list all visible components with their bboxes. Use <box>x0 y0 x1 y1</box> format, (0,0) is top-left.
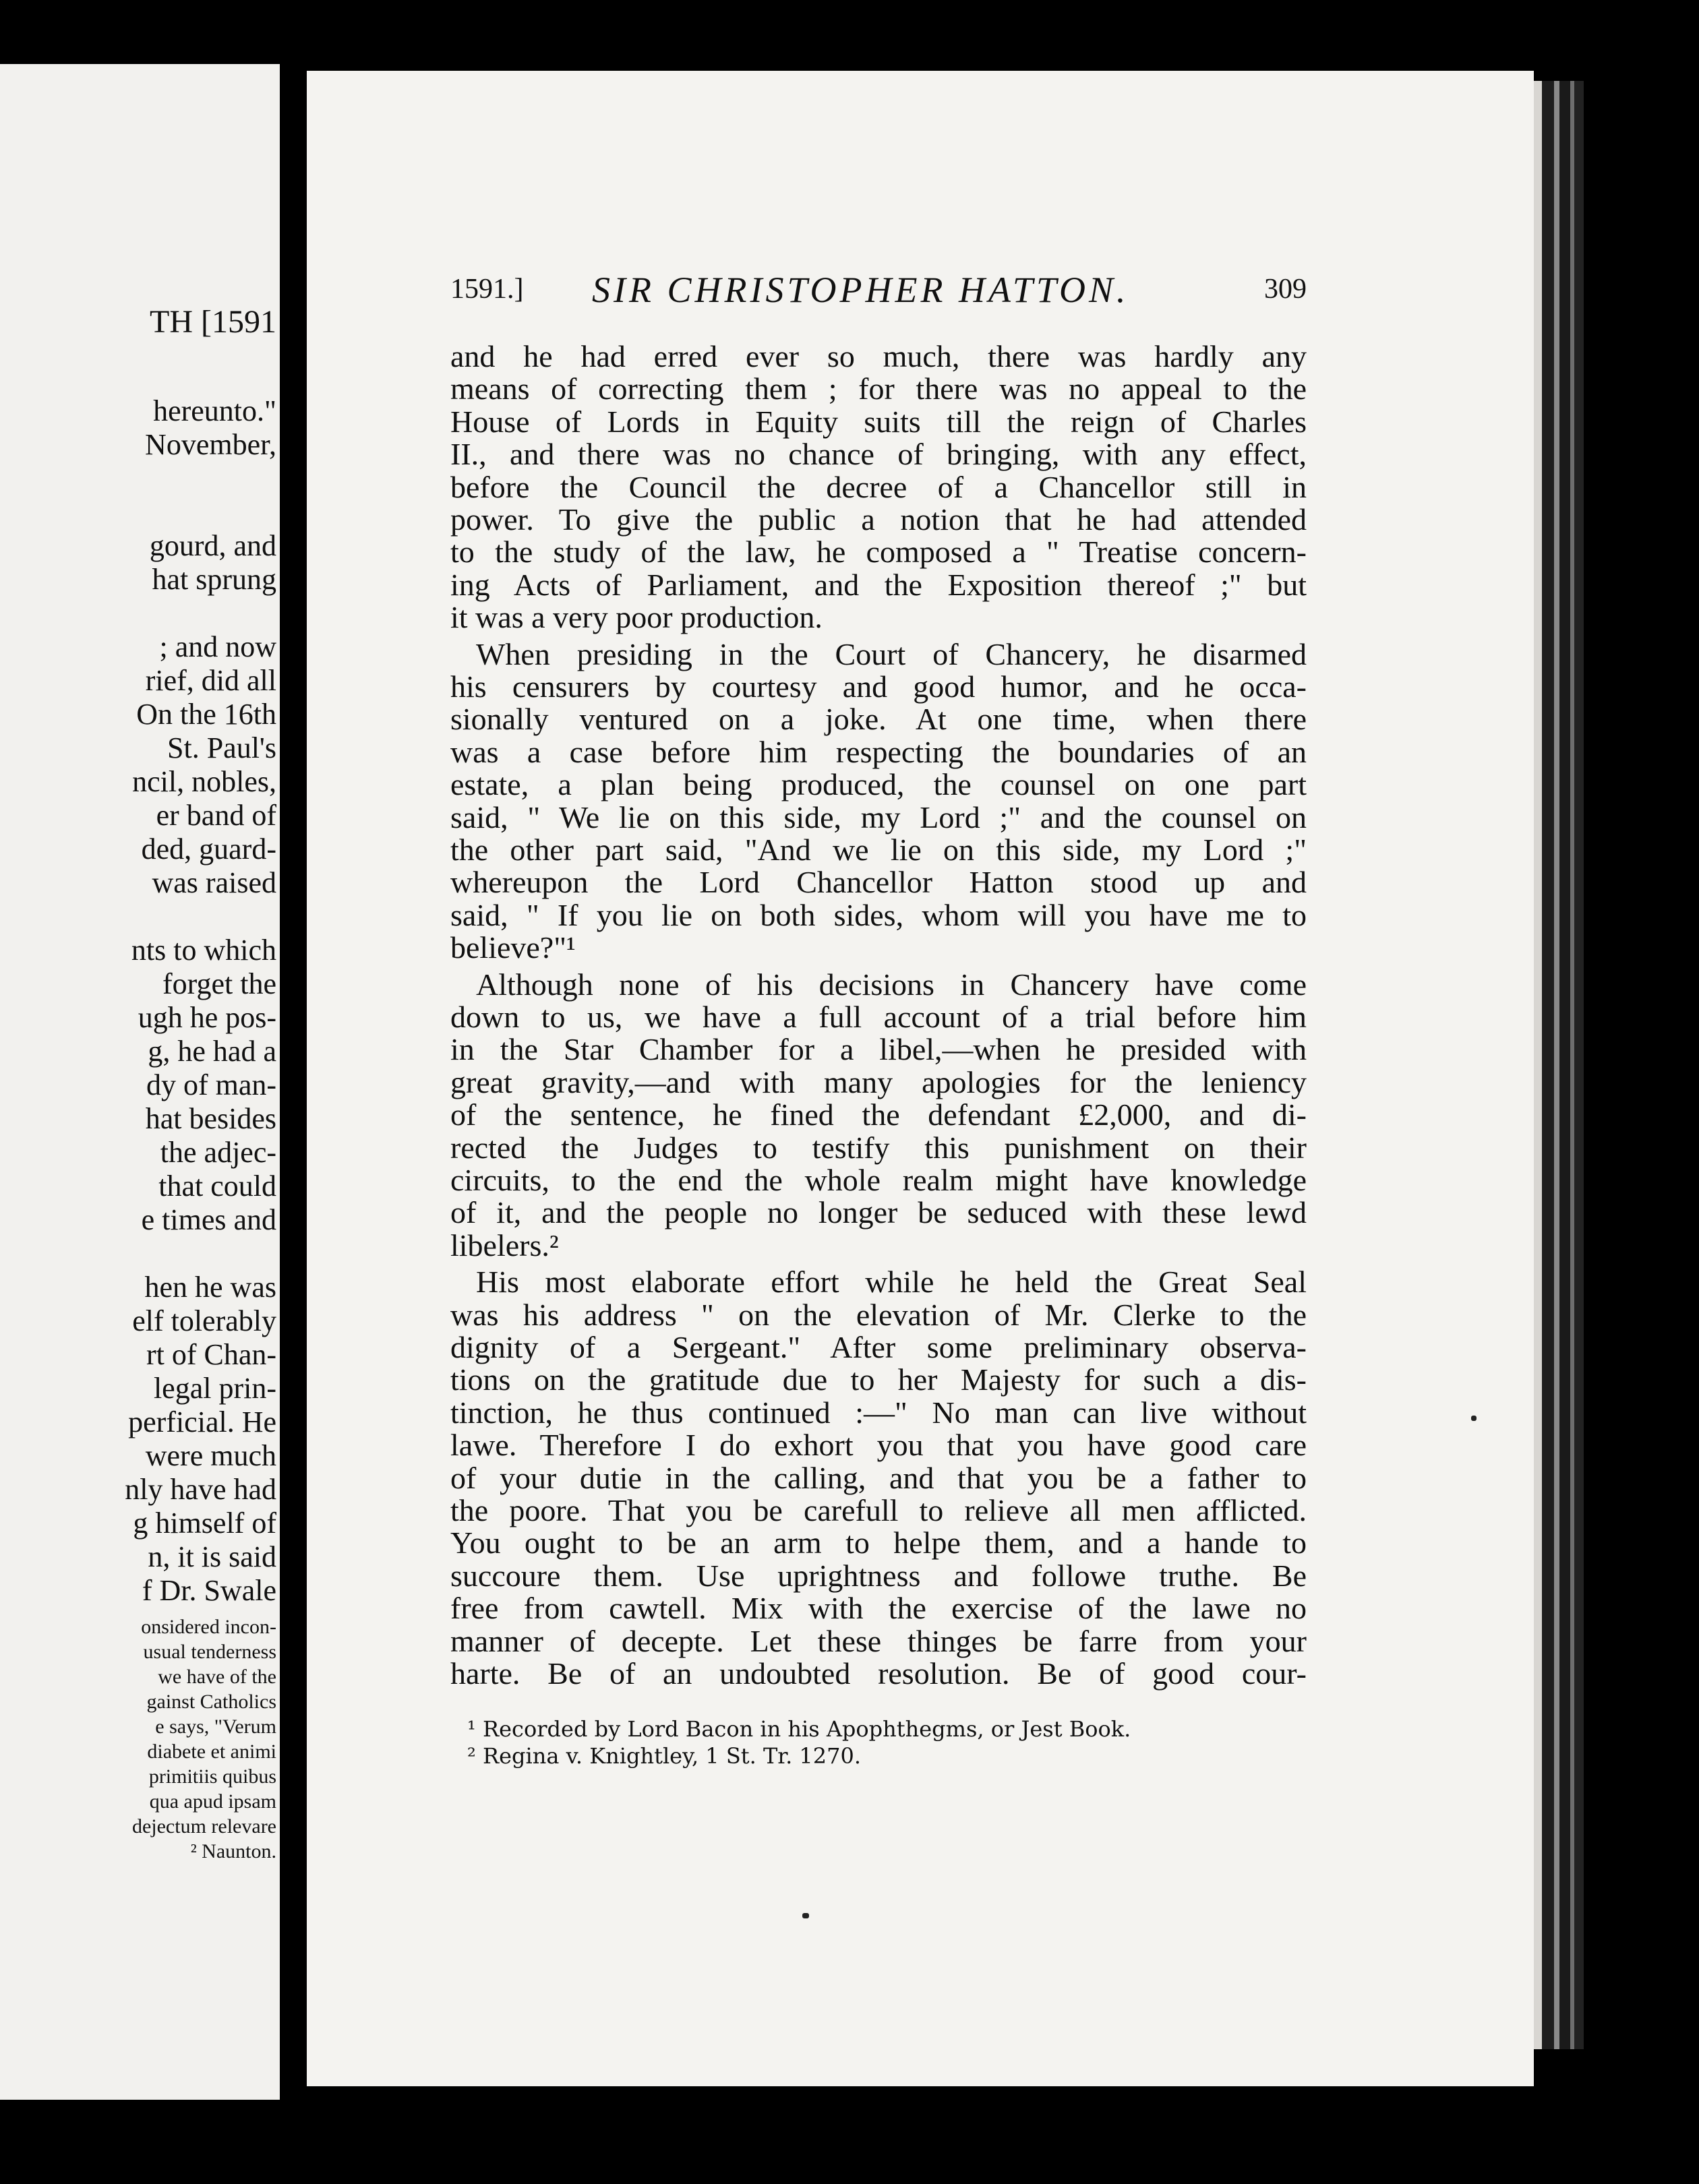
text-line: before the Council the decree of a Chancellor still in <box>450 469 1307 504</box>
left-text-line: St. Paul's <box>167 731 276 764</box>
page-number: 309 <box>1264 274 1307 305</box>
running-header <box>450 270 1307 320</box>
left-text-line: that could <box>158 1170 276 1203</box>
left-footnote-line: dejectum relevare <box>131 1815 276 1838</box>
text-line: the poore. That you be carefull to relieve all men afflicted. <box>450 1493 1307 1527</box>
left-text-line: legal prin- <box>153 1372 276 1405</box>
left-text-line: perficial. He <box>128 1405 276 1438</box>
left-text-line: g, he had a <box>148 1035 276 1068</box>
page-edge <box>1574 81 1584 2049</box>
text-line: When presiding in the Court of Chancery, he disarmed <box>476 636 1307 671</box>
left-text-line: was raised <box>152 866 276 899</box>
left-text-line: ded, guard- <box>141 832 276 866</box>
text-line: great gravity,—and with many apologies for the leniency <box>450 1064 1307 1099</box>
header-title: SIR CHRISTOPHER HATTON. <box>592 270 1129 310</box>
ink-speck <box>1471 1416 1477 1421</box>
footnotes <box>450 1716 1192 1769</box>
text-line: tions on the gratitude due to her Majesty for such a dis- <box>450 1362 1307 1397</box>
text-line: down to us, we have a full account of a trial before him <box>450 1000 1307 1034</box>
left-text-line: f Dr. Swale <box>142 1574 276 1607</box>
left-text-line: forget the <box>162 967 276 1000</box>
text-line: his censurers by courtesy and good humor, and he occa- <box>450 669 1307 704</box>
footnote: ¹ Recorded by Lord Bacon in his Apophthegms, or Jest Book. <box>467 1716 1131 1742</box>
left-footnote-line: gainst Catholics <box>146 1691 276 1713</box>
text-line: whereupon the Lord Chancellor Hatton stood up and <box>450 865 1307 900</box>
text-line: believe?"¹ <box>450 930 576 965</box>
text-line: libelers.² <box>450 1227 559 1263</box>
text-line: means of correcting them ; for there was no appeal to the <box>450 371 1307 406</box>
left-text-line: elf tolerably <box>132 1304 276 1337</box>
left-text-line: er band of <box>156 799 276 832</box>
left-text-line: On the 16th <box>136 698 276 731</box>
text-line: rected the Judges to testify this punishment on their <box>450 1130 1307 1165</box>
left-footnote-line: ² Naunton. <box>190 1840 276 1862</box>
text-line: lawe. Therefore I do exhort you that you have good care <box>450 1428 1307 1463</box>
page-edge <box>1534 81 1542 2049</box>
left-text-line: ugh he pos- <box>138 1001 276 1034</box>
left-text-line: November, <box>145 428 276 461</box>
left-footnote-line: usual tenderness <box>143 1641 276 1663</box>
text-line: dignity of a Sergeant." After some preliminary observa- <box>450 1330 1307 1364</box>
left-page <box>0 64 280 2100</box>
left-text-line: rief, did all <box>145 664 276 697</box>
text-line: of it, and the people no longer be seduced with these lewd <box>450 1195 1307 1230</box>
left-text-line: hat sprung <box>152 563 276 596</box>
left-text-line: gourd, and <box>149 529 276 562</box>
left-text-line: ncil, nobles, <box>132 765 276 798</box>
text-line: ing Acts of Parliament, and the Exposition thereof ;" but <box>450 567 1307 602</box>
text-line: the other part said, "And we lie on this side, my Lord ;" <box>450 832 1307 867</box>
left-text-line: nts to which <box>131 934 276 967</box>
text-line: said, " If you lie on both sides, whom will you have me to <box>450 897 1307 932</box>
left-text-line: hereunto." <box>153 394 276 427</box>
left-footnote-line: qua apud ipsam <box>149 1790 276 1813</box>
left-text-line: dy of man- <box>146 1068 276 1101</box>
left-text-line: g himself of <box>133 1507 276 1540</box>
text-line: power. To give the public a notion that he had attended <box>450 502 1307 537</box>
left-text-line: n, it is said <box>148 1540 276 1573</box>
text-line: His most elaborate effort while he held the Great Seal <box>476 1265 1307 1300</box>
page-edge <box>1542 81 1554 2049</box>
text-line: manner of decepte. Let these thinges be farre from your <box>450 1623 1307 1658</box>
text-line: and he had erred ever so much, there was hardly any <box>450 339 1307 373</box>
left-footnote-line: onsidered incon- <box>141 1616 276 1638</box>
left-footnote-line: e says, "Verum <box>155 1716 276 1738</box>
text-line: harte. Be of an undoubted resolution. Be of good cour- <box>450 1656 1307 1691</box>
text-line: of the sentence, he fined the defendant £2,000, and di- <box>450 1097 1307 1132</box>
text-line: Although none of his decisions in Chancery have come <box>476 967 1307 1002</box>
left-footnote-line: primitiis quibus <box>148 1765 276 1788</box>
text-line: of your dutie in the calling, and that you be a father to <box>450 1460 1307 1495</box>
page-edge <box>1554 81 1559 2049</box>
left-text-line: were much <box>145 1439 276 1472</box>
text-line: You ought to be an arm to helpe them, and a hande to <box>450 1525 1307 1560</box>
text-line: House of Lords in Equity suits till the reign of Charles <box>450 404 1307 439</box>
text-line: sionally ventured on a joke. At one time, when there <box>450 702 1307 737</box>
left-footnote-line: we have of the <box>158 1666 276 1688</box>
text-line: it was a very poor production. <box>450 600 823 635</box>
text-line: estate, a plan being produced, the counsel on one part <box>450 767 1307 802</box>
text-line: was his address " on the elevation of Mr. Clerke to the <box>450 1297 1307 1332</box>
left-text-line: hen he was <box>144 1271 276 1304</box>
text-line: said, " We lie on this side, my Lord ;" and the counsel on <box>450 799 1307 835</box>
ink-speck <box>802 1913 809 1918</box>
left-footnote-line: diabete et animi <box>147 1740 276 1763</box>
footnote: ² Regina v. Knightley, 1 St. Tr. 1270. <box>467 1743 862 1769</box>
header-year: 1591.] <box>450 274 524 305</box>
left-text-line: e times and <box>141 1203 276 1236</box>
page-edge <box>1559 81 1570 2049</box>
left-text-line: ; and now <box>159 630 276 663</box>
text-line: tinction, he thus continued :—" No man can live without <box>450 1395 1307 1430</box>
left-text-line: rt of Chan- <box>146 1338 276 1371</box>
text-line: was a case before him respecting the boundaries of an <box>450 734 1307 769</box>
left-text-line: nly have had <box>125 1473 276 1506</box>
left-running-header: TH [1591 <box>150 304 276 340</box>
text-line: succoure them. Use uprightness and followe truthe. Be <box>450 1558 1307 1593</box>
text-line: in the Star Chamber for a libel,—when he presided with <box>450 1032 1307 1067</box>
text-line: circuits, to the end the whole realm might have knowledge <box>450 1163 1307 1197</box>
text-line: free from cawtell. Mix with the exercise of the lawe no <box>450 1591 1307 1626</box>
text-line: to the study of the law, he composed a " Treatise concern- <box>450 535 1307 570</box>
left-text-line: hat besides <box>145 1102 276 1135</box>
text-line: II., and there was no chance of bringing, with any effect, <box>450 437 1307 472</box>
left-text-line: the adjec- <box>160 1136 276 1169</box>
